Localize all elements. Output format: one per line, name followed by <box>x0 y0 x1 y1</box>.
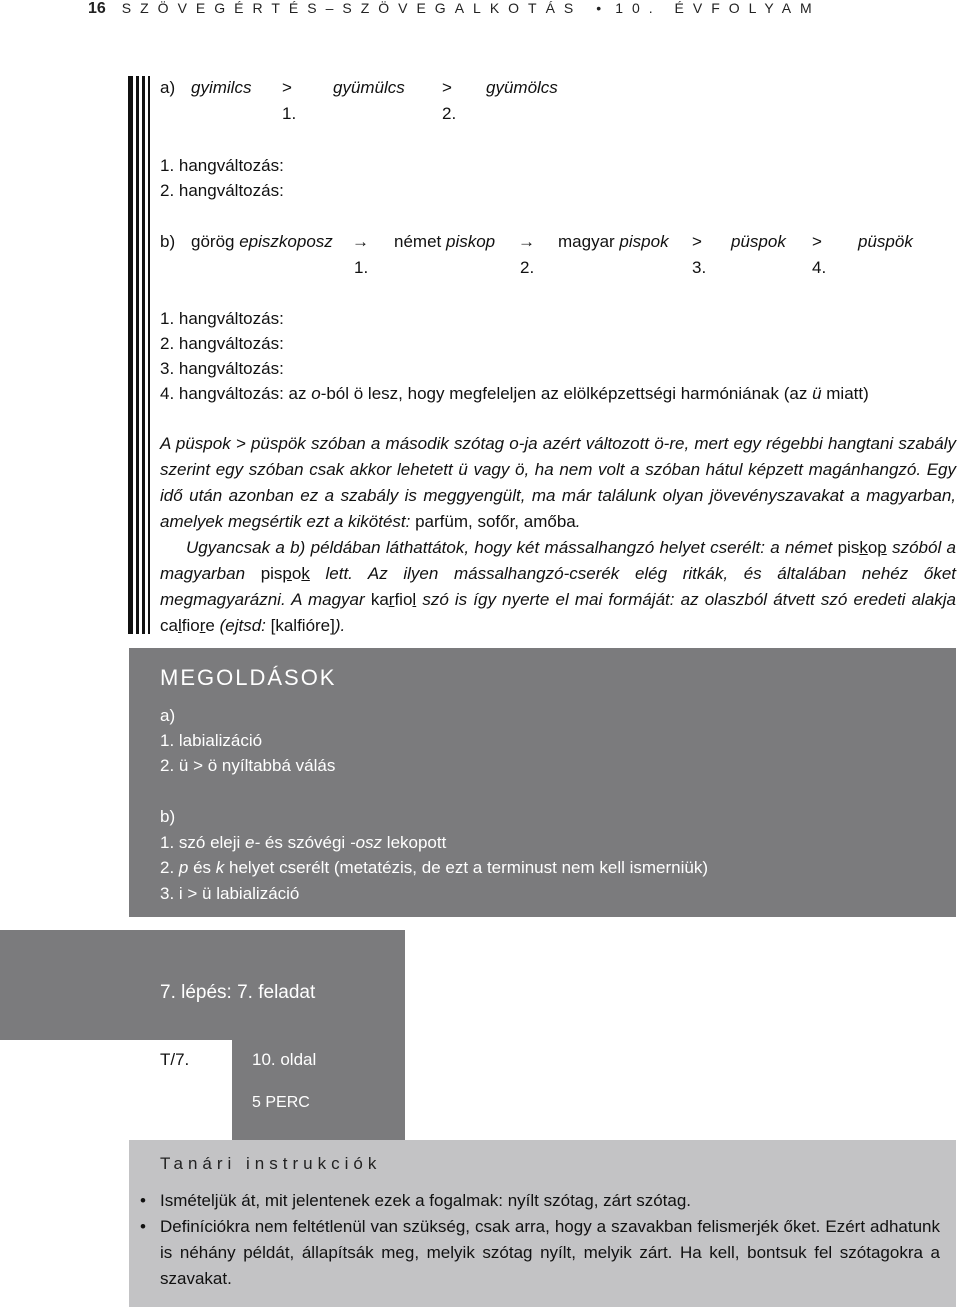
part-b-change-1: 1. hangváltozás: <box>160 309 284 328</box>
explanation-text <box>160 431 956 639</box>
page-header <box>88 0 821 18</box>
part-b-line-2: német piskop <box>394 232 496 251</box>
instruction-item: • Definíciókra nem feltétlenül van szükség, csak arra, hogy a szavakban felismerjék őket. Ezért adhatunk is néhány példát, állapítsák meg, melyik szótag nyílt, melyik zárt. Ha kell, bontsuk fel szótagokra a szavakat. <box>140 1214 940 1292</box>
part-b-line-1: görög episzkoposz <box>191 232 333 251</box>
solutions-b-item-3: 3. i > ü labializáció <box>160 884 300 903</box>
explanation-paragraph-1: A püspok > püspök szóban a második szótag o-ja azért változott ö-re, mert egy régebbi hangtani szabály szerint egy szóban csak akkor lehetett ü vagy ö, ha nem volt a szóban hátul képzett magánhangzó. Egy idő után azonban ez a szabály is meggyengült, ma már találunk olyan jövevényszavakat a magyarban, amelyek megsértik ezt a kikötést: parfüm, sofőr, amőba. <box>160 434 956 531</box>
ref-page: 10. oldal <box>252 1050 317 1069</box>
explanation-paragraph-2: Ugyancsak a b) példában láthattátok, hogy két mássalhangzó helyet cserélt: a német piskop szóból a magyarban pispok lett. Az ilyen mássalhangzó-cserék elég ritkák, és általában nehéz őket megmagyarázni. A magyar karfiol szó is így nyerte el mai formáját: az olaszból átvett szó eredeti alakja calfiore (ejtsd: [kalfióre]). <box>160 538 957 635</box>
bullet-icon: • <box>140 1217 146 1236</box>
solutions-b-label: b) <box>160 807 176 826</box>
part-b-num-2: 2. <box>520 258 535 277</box>
solutions-b-item-1: 1. szó eleji e- és szóvégi -osz lekopott <box>160 833 447 852</box>
part-a-num-1: 1. <box>282 104 297 123</box>
part-a-change-1: 1. hangváltozás: <box>160 156 284 175</box>
part-b-num-4: 4. <box>812 258 827 277</box>
instructions-title: Tanári instrukciók <box>160 1154 382 1173</box>
part-b-word-5: püspök <box>858 232 913 251</box>
header-title: SZÖVEGÉRTÉS–SZÖVEGALKOTÁS <box>121 0 583 16</box>
arrow-icon: → <box>518 232 535 251</box>
part-b-line-3: magyar pispok <box>558 232 669 251</box>
solutions-title: MEGOLDÁSOK <box>160 665 337 690</box>
part-b-change-4: 4. hangváltozás: az o-ból ö lesz, hogy megfeleljen az elölképzettségi harmóniának (az ü miatt) <box>160 384 869 403</box>
part-a-word-1: gyimilcs <box>191 78 252 97</box>
part-a-change-2: 2. hangváltozás: <box>160 181 284 200</box>
part-a-word-2: gyümülcs <box>333 78 405 97</box>
part-b-num-1: 1. <box>354 258 369 277</box>
arrow-icon: → <box>352 232 369 251</box>
ref-code: T/7. <box>160 1050 190 1069</box>
part-a-word-3: gyümölcs <box>486 78 558 97</box>
instruction-item: • Ismételjük át, mit jelentenek ezek a fogalmak: nyílt szótag, zárt szótag. <box>140 1188 940 1214</box>
solutions-b-item-2: 2. p és k helyet cserélt (metatézis, de ezt a terminust nem kell ismerniük) <box>160 858 709 877</box>
part-b-change-2: 2. hangváltozás: <box>160 334 284 353</box>
part-b-label: b) <box>160 232 176 251</box>
part-b-num-3: 3. <box>692 258 707 277</box>
page-number: 16 <box>88 0 106 17</box>
header-grade: 10. ÉVFOLYAM <box>615 0 821 16</box>
part-b-word-4: püspok <box>731 232 786 251</box>
part-a-arrow-2: > <box>442 78 452 97</box>
bullet-icon: • <box>140 1191 146 1210</box>
part-b-arrow-3: > <box>692 232 702 251</box>
solutions-a-item-2: 2. ü > ö nyíltabbá válás <box>160 756 336 775</box>
ref-time: 5 PERC <box>252 1094 310 1111</box>
solutions-box <box>129 648 956 917</box>
solutions-a-label: a) <box>160 706 176 725</box>
solutions-a-item-1: 1. labializáció <box>160 731 263 750</box>
part-b-arrow-4: > <box>812 232 822 251</box>
part-b-change-3: 3. hangváltozás: <box>160 359 284 378</box>
part-a-num-2: 2. <box>442 104 457 123</box>
part-a-label: a) <box>160 78 176 97</box>
part-a-arrow-1: > <box>282 78 292 97</box>
step-label: 7. lépés: 7. feladat <box>160 982 316 1003</box>
header-bullet: • <box>596 0 602 16</box>
